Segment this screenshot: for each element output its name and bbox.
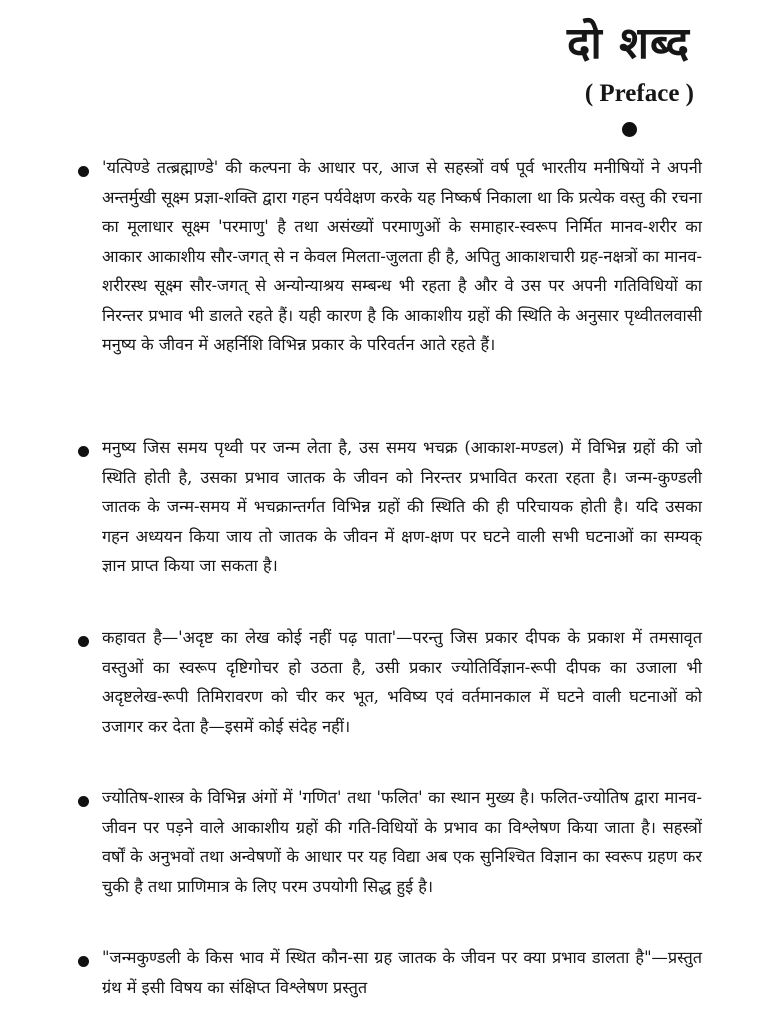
ornament-dot bbox=[622, 122, 637, 137]
paragraph-2: मनुष्य जिस समय पृथ्वी पर जन्म लेता है, उस समय भचक्र (आकाश-मण्डल) में विभिन्न ग्रहों की जो स्थिति होती है, उसका प्रभाव जातक के जीवन को निरन्तर प्रभावित करता रहता है। जन्म-कुण्डली जातक के जन्म-समय में भचक्रान्तर्गत विभिन्न ग्रहों की स्थिति की ही परिचायक होती है। यदि उसका गहन अध्ययन किया जाय तो जातक के जीवन में क्षण-क्षण पर घटने वाली सभी घटनाओं का सम्यक् ज्ञान प्राप्त किया जा सकता है। bbox=[102, 438, 702, 575]
paragraph-3: कहावत है—'अदृष्ट का लेख कोई नहीं पढ़ पाता'—परन्तु जिस प्रकार दीपक के प्रकाश में तमसावृत वस्तुओं का स्वरूप दृष्टिगोचर हो उठता है, उसी प्रकार ज्योतिर्विज्ञान-रूपी दीपक का उजाला भी अदृष्टलेख-रूपी तिमिरावरण को चीर कर भूत, भविष्य एवं वर्तमानकाल में घटने वाली घटनाओं को उजागर कर देता है—इसमें कोई संदेह नहीं। bbox=[102, 628, 702, 736]
page-subtitle: ( Preface ) bbox=[584, 80, 694, 107]
bullet-icon bbox=[78, 796, 89, 807]
paragraph-1: 'यत्पिण्डे तत्ब्रह्माण्डे' की कल्पना के आधार पर, आज से सहस्त्रों वर्ष पूर्व भारतीय मनीषियों ने अपनी अन्तर्मुखी सूक्ष्म प्रज्ञा-शक्ति द्वारा गहन पर्यवेक्षण करके यह निष्कर्ष निकाला था कि प्रत्येक वस्तु की रचना का मूलाधार सूक्ष्म 'परमाणु' है तथा असंख्यों परमाणुओं के समाहार-स्वरूप निर्मित मानव-शरीर का आकार आकाशीय सौर-जगत् से न केवल मिलता-जुलता ही है, अपितु आकाशचारी ग्रह-नक्षत्रों का मानव-शरीरस्थ सूक्ष्म सौर-जगत् से अन्योन्याश्रय सम्बन्ध भी रहता है और वे उस पर अपनी गतिविधियों का निरन्तर प्रभाव भी डालते रहते हैं। यही कारण है कि आकाशीय ग्रहों की स्थिति के अनुसार पृथ्वीतलवासी मनुष्य के जीवन में अहर्निशि विभिन्न प्रकार के परिवर्तन आते रहते हैं। bbox=[102, 158, 702, 354]
bullet-icon bbox=[78, 636, 89, 647]
paragraph-5: "जन्मकुण्डली के किस भाव में स्थित कौन-सा ग्रह जातक के जीवन पर क्या प्रभाव डालता है"—प्रस्तुत ग्रंथ में इसी विषय का संक्षिप्त विश्लेषण प्रस्तुत bbox=[102, 948, 702, 997]
bullet-icon bbox=[78, 956, 89, 967]
paragraph-4: ज्योतिष-शास्त्र के विभिन्न अंगों में 'गणित' तथा 'फलित' का स्थान मुख्य है। फलित-ज्योतिष द्वारा मानव-जीवन पर पड़ने वाले आकाशीय ग्रहों की गति-विधियों के प्रभाव का विश्लेषण किया जाता है। सहस्त्रों वर्षों के अनुभवों तथा अन्वेषणों के आधार पर यह विद्या अब एक सुनिश्चित विज्ञान का स्वरूप ग्रहण कर चुकी है तथा प्राणिमात्र के लिए परम उपयोगी सिद्ध हुई है। bbox=[102, 788, 702, 896]
bullet-icon bbox=[78, 446, 89, 457]
page-title: दो शब्द bbox=[566, 18, 690, 69]
bullet-icon bbox=[78, 166, 89, 177]
